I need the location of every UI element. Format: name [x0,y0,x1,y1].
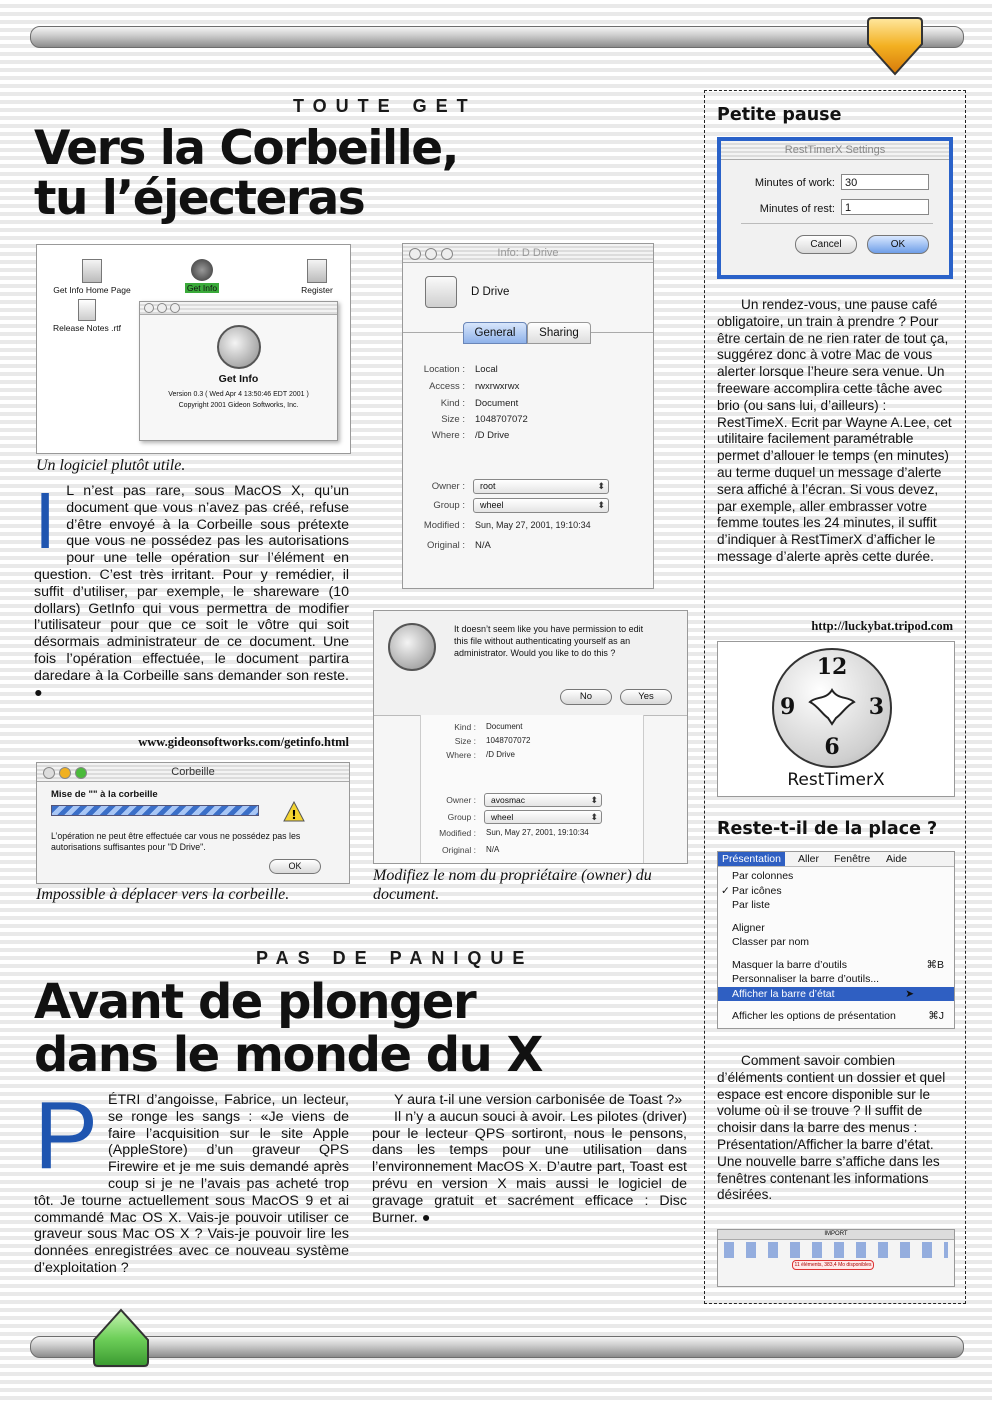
finder-title: IMPORT [718,1230,954,1240]
caption-getinfo: Un logiciel plutôt utile. [36,457,186,474]
trash-window-title: Corbeille [171,766,215,778]
menu-item-label: Personnaliser la barre d’outils... [732,973,880,985]
info-window-title: Info: D Drive [497,247,559,259]
about-version: Version 0.3 ( Wed Apr 4 13:50:46 EDT 2001 ) [168,391,309,398]
getinfo-homepage-file [47,259,137,295]
menu-item-par-colonnes[interactable] [718,869,954,884]
close-button[interactable] [409,248,421,260]
row-value: 1048707072 [486,736,531,745]
about-app-name: Get Info [218,373,259,385]
trash-titlebar [37,763,349,782]
sidebar-box [704,90,966,1304]
headline-line2: tu l’éjecteras [34,171,365,226]
permission-screenshot [373,610,688,864]
clock-12: 12 [816,654,848,680]
info-titlebar [403,244,653,263]
register-file [292,259,342,295]
rest-minutes-input[interactable]: 1 [841,199,929,215]
menu-item-label: Par colonnes [732,870,794,882]
menu-shortcut: ⌘B [926,958,944,971]
tab-sharing[interactable]: Sharing [527,322,591,344]
menu-item-par-icones[interactable] [718,884,954,899]
owner-popup[interactable]: avosmac ⬍ [484,793,602,807]
row-label: Size : [454,736,476,746]
no-button[interactable]: No [560,689,612,705]
bat-icon [804,678,860,734]
article2-col2-p2 [372,1109,687,1227]
info-row [403,430,653,446]
resttimer-logo [717,641,955,797]
menu-item-label: Classer par nom [732,936,810,948]
article1-url[interactable]: www.gideonsoftworks.com/getinfo.html [138,735,349,749]
article2-dropcap: P [34,1082,99,1189]
menu-item-afficher-barre-etat[interactable] [718,987,954,1002]
getinfo-logo-icon [388,623,436,671]
original-label: Original : [441,845,476,855]
modified-value: Sun, May 27, 2001, 19:10:34 [486,828,589,837]
menu-item-label: Aligner [732,921,765,934]
ok-button[interactable]: OK [867,235,929,254]
original-value: N/A [486,845,500,854]
row-label: Kind : [454,722,476,732]
row-value: Document [486,722,523,731]
owner-label: Owner : [446,795,476,805]
trash-screenshot [36,762,350,884]
warning-icon [283,801,305,823]
info-row [374,736,687,750]
original-label: Original : [426,540,465,551]
article2-kicker: PAS DE PANIQUE [256,948,534,968]
info-row [403,398,653,414]
menu-aller[interactable]: Aller [798,853,820,865]
article2-col2 [372,1092,687,1226]
sidebar-title-pause: Petite pause [717,105,842,125]
dialog-divider [741,223,933,224]
info-row [374,750,687,764]
row-label: Access : [429,381,465,392]
file-label: Release Notes .rtf [52,323,122,333]
group-label: Group : [433,500,465,511]
row-value: /D Drive [475,430,510,441]
article1-kicker: TOUTE GET [293,96,477,116]
minimize-button[interactable] [157,303,167,313]
headline-line1: Vers la Corbeille, [34,121,458,176]
resttimer-logo-name: RestTimerX [787,770,885,790]
row-value: Local [475,364,498,375]
finder-status-bar: 11 éléments, 383,4 Mo disponibles [792,1260,874,1270]
apple-logo-icon: ● [34,684,43,701]
menu-item-par-liste[interactable] [718,898,954,913]
file-label: Register [301,285,333,295]
info-rows [403,364,653,446]
orange-gem-icon [866,14,924,78]
menu-aide[interactable]: Aide [886,853,908,865]
clock-icon [772,648,892,768]
menubar [718,852,954,867]
top-rail [30,26,964,48]
sidebar-title-space: Reste-t-il de la place ? [717,819,938,839]
headline-line1: Avant de plonger [34,974,476,1030]
work-label: Minutes of work: [754,177,835,189]
menu-item-label: Masquer la barre d’outils [732,958,847,971]
menu-item-personnaliser[interactable] [718,972,954,987]
close-button[interactable] [144,303,154,313]
permission-message: It doesn’t seem like you have permission to edit this file without authenticating yourself as an administrator. Would you like to do this ? [454,624,644,658]
caption-owner: Modifiez le nom du propriétaire (owner) du document. [373,867,652,903]
trash-message: L’opération ne peut être effectuée car vous ne possédez pas les autorisations suffisantes pour "D Drive". [51,831,301,852]
headline-line2: dans le monde du X [34,1027,542,1083]
menu-item-options-presentation[interactable] [718,1009,954,1024]
file-label: Get Info Home Page [53,285,131,295]
row-value: 1048707072 [475,414,528,425]
apple-logo-icon: ● [421,1209,431,1226]
menu-items [718,869,954,1024]
row-label: Size : [441,414,465,425]
finder-toolbar [724,1242,948,1258]
rest-label: Minutes of rest: [759,203,835,215]
permission-rows [374,722,687,764]
menu-item-classer[interactable] [718,935,954,950]
menu-presentation[interactable]: Présentation [718,852,785,866]
about-copyright: Copyright 2001 Gideon Softworks, Inc. [178,402,299,409]
row-label: Kind : [440,398,465,409]
info-row [403,364,653,381]
article1-dropcap: I [34,476,57,565]
menu-separator [718,913,954,921]
check-icon: ✓ [721,884,730,897]
article1-body [34,476,349,701]
getinfo-logo-icon [217,325,261,369]
sidebar-pause-text: Un rendez-vous, une pause café obligatoire, un train à prendre ? Pour être certain de ne rien rater de tout ça, suggérez donc à votre Mac de vous alerter lorsque l’heure sera venue. Un freeware accomplira cette tâche avec brio (ou sans lui, d’ailleurs) : RestTimeX. Ecrit par Wayne A.Lee, cet utilitaire facilement paramétrable permet d’allouer le temps (en minutes) au terme duquel un message d’alerte sera affiché à l’écran. Si vous devez, par exemple, aller embrasser votre femme toutes les 24 minutes, il suffit d’indiquer à RestTimerX d’afficher le message d’alerte après cette durée. [717,297,952,564]
info-row [403,381,653,398]
row-label: Where : [431,430,465,441]
row-label: Location : [423,364,465,375]
clock-9: 9 [780,694,796,720]
finder-window-screenshot [717,1229,955,1287]
menu-item-label: Afficher les options de présentation [732,1010,896,1022]
article2-col2-p2-text: Il n’y a aucun souci à avoir. Les pilotes (driver) pour le lecteur QPS sortiront, nous le pensons, dans les temps pour une utilisation dans l’environnement MacOS X. D’autre part, Toast est prévu en version X mais aussi le logiciel de gravage gratuit et sacrément efficace : Disc Burner. [372,1108,687,1226]
sidebar-url[interactable]: http://luckybat.tripod.com [811,619,953,633]
menu-separator [718,1001,954,1009]
row-value: Document [475,398,519,409]
about-window [139,301,338,441]
menu-shortcut: ⌘J [928,1010,944,1022]
trash-ok-button[interactable]: OK [269,859,321,874]
original-value: N/A [475,540,491,551]
article1-text: L n’est pas rare, sous MacOS X, qu’un document que vous n’avez pas créé, refuse d’être envoyé à la Corbeille sous prétexte que vous ne possédez pas les autorisations pour une telle opération sur l’élément en question. C’est très irritant. Pour y remédier, il suffit d’utiliser, par exemple, le shareware (10 dollars) GetInfo qui vous permettra de modifier l’utilisateur pour que ce soit le vôtre qui soit désormais administrateur de ce document. Une fois l’opération effectuée, le document partira daredare à la Corbeille sans demander son reste. [34,483,349,684]
svg-text:!: ! [291,808,297,822]
owner-popup[interactable]: root ⬍ [473,479,609,494]
resttimer-dialog [721,141,949,275]
close-button[interactable] [43,767,55,779]
menu-item-masquer[interactable] [718,958,954,973]
yes-button[interactable]: Yes [620,689,672,705]
drive-icon [425,276,457,308]
document-icon [78,299,96,321]
modified-value: Sun, May 27, 2001, 19:10:34 [475,520,591,530]
menu-item-label: Par icônes [732,884,782,897]
group-popup[interactable]: wheel ⬍ [484,810,602,824]
owner-label: Owner : [431,481,465,492]
menu-fenetre[interactable]: Fenêtre [834,853,871,865]
clock-3: 3 [868,694,884,720]
getinfo-screenshot [36,244,351,454]
release-notes-file [45,299,129,333]
article2-headline [34,976,694,1082]
modified-label: Modified : [423,520,465,531]
cursor-arrow-icon: ➤ [905,987,914,1000]
cancel-button[interactable]: Cancel [795,235,857,254]
group-popup[interactable]: wheel ⬍ [473,498,609,513]
caption-trash: Impossible à déplacer vers la corbeille. [36,886,290,903]
article2-col2-p1: Y aura t-il une version carbonisée de Toast ?» [394,1092,683,1108]
article2-col1 [34,1082,349,1277]
green-gem-icon [92,1306,150,1370]
bottom-rail [30,1336,964,1358]
resttimer-dialog-frame [717,137,953,279]
document-icon [82,259,102,283]
info-row [403,414,653,430]
menu-item-aligner[interactable] [718,921,954,936]
clock-6: 6 [824,734,840,760]
row-value: rwxrwxrwx [475,381,520,392]
resttimer-dialog-title: RestTimerX Settings [721,141,949,160]
modified-label: Modified : [439,828,476,838]
row-value: /D Drive [486,750,515,759]
article2-col1-text: ÉTRI d’angoisse, Fabrice, un lecteur, se ronge les sangs : «Je viens de faire l’acquisition sur le site Apple (AppleStore) d’un graveur QPS Firewire et je me suis demandé après coup si je ne l’avais pas acheté trop tôt. Je tourne actuellement sous MacOS 9 et ai commandé Mac OS X. Vais-je pouvoir utiliser ce graveur sous Mac OS X ? Vais-je pouvoir lire les données enregistrées avec ce nouveau système d’exploitation ? [34,1092,349,1276]
info-row [374,722,687,736]
row-label: Where : [446,750,476,760]
sidebar-space-text: Comment savoir combien d’éléments contient un dossier et quel espace est encore disponible sur le volume où il se trouve ? Il suffit de choisir dans la barre des menus : Présentation/Afficher la barre d’état. Une nouvelle barre s’affiche dans les fenêtres contenant les informations désirées. [717,1053,946,1203]
info-screenshot [402,243,654,589]
work-minutes-input[interactable]: 30 [841,174,929,190]
about-titlebar [140,302,337,315]
menu-separator [718,950,954,958]
minimize-button[interactable] [59,767,71,779]
trash-heading: Mise de "" à la corbeille [51,789,158,800]
zoom-button[interactable] [170,303,180,313]
article1-headline [34,121,674,226]
tab-general[interactable]: General [463,322,527,344]
group-label: Group : [447,812,476,822]
app-icon [191,259,213,281]
trash-progress-bar [51,805,259,816]
menu-item-label: Afficher la barre d’état [732,987,835,1000]
zoom-button[interactable] [441,248,453,260]
presentation-menu-screenshot [717,851,955,1029]
minimize-button[interactable] [425,248,437,260]
menu-item-label: Par liste [732,899,770,911]
document-icon [307,259,327,283]
file-label: Get Info [186,283,218,293]
info-file-name: D Drive [471,286,510,298]
zoom-button[interactable] [75,767,87,779]
getinfo-app-file [177,259,227,293]
